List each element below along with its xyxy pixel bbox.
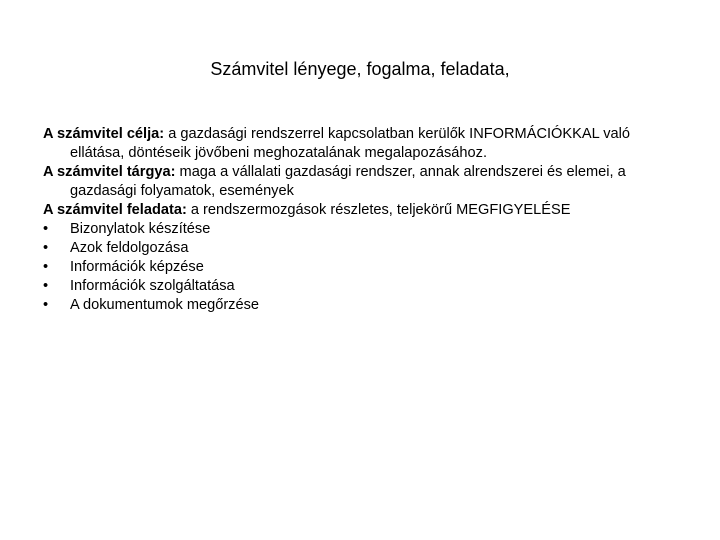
paragraph-text: a gazdasági rendszerrel kapcsolatban kerülők INFORMÁCIÓKKAL való ellátása, döntéseik jövőbeni meghozatalának megalapozásához. xyxy=(70,126,631,161)
paragraph-label: A számvitel célja: xyxy=(43,126,165,142)
bullet-text: Bizonylatok készítése xyxy=(70,221,211,237)
bullet-list xyxy=(43,220,683,315)
bullet-glyph: • xyxy=(43,240,49,256)
bullet-glyph: • xyxy=(43,297,49,313)
bullet-text: A dokumentumok megőrzése xyxy=(70,297,260,313)
slide-body xyxy=(43,125,683,315)
paragraph-label: A számvitel feladata: xyxy=(43,202,187,218)
bullet-glyph: • xyxy=(43,259,49,275)
bullet-glyph: • xyxy=(43,278,49,294)
bullet-text: Azok feldolgozása xyxy=(70,240,189,256)
bullet-item xyxy=(43,239,683,258)
paragraph-text: a rendszermozgások részletes, teljekörű MEGFIGYELÉSE xyxy=(186,202,571,218)
bullet-item xyxy=(43,277,683,296)
bullet-item xyxy=(43,296,683,315)
paragraph-targy xyxy=(43,163,683,201)
paragraph-cel xyxy=(43,125,683,163)
bullet-text: Információk szolgáltatása xyxy=(70,278,235,294)
bullet-glyph: • xyxy=(43,221,49,237)
bullet-text: Információk képzése xyxy=(70,259,204,275)
paragraph-text: maga a vállalati gazdasági rendszer, annak alrendszerei és elemei, a gazdasági folyamatok, események xyxy=(70,164,626,199)
paragraph-feladat xyxy=(43,201,683,220)
bullet-item xyxy=(43,220,683,239)
slide-title: Számvitel lényege, fogalma, feladata, xyxy=(210,59,510,79)
bullet-item xyxy=(43,258,683,277)
paragraph-label: A számvitel tárgya: xyxy=(43,164,176,180)
